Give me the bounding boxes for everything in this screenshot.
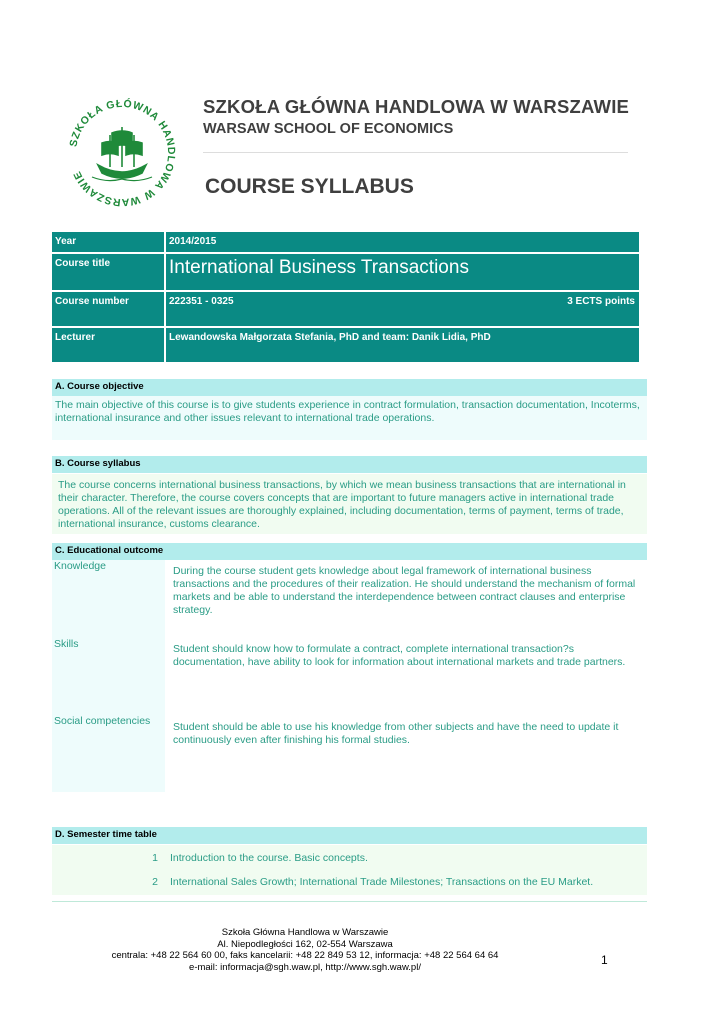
- footer-address: [100, 927, 510, 973]
- section-a-body: [52, 396, 647, 440]
- header-divider: [203, 152, 628, 153]
- course-title-label: Course title: [52, 254, 164, 290]
- timetable-item-number: 2: [152, 876, 158, 888]
- document-title: COURSE SYLLABUS: [205, 175, 414, 198]
- skills-label: Skills: [54, 638, 79, 650]
- school-name-english: WARSAW SCHOOL OF ECONOMICS: [203, 121, 454, 137]
- course-number-value: 222351 - 0325: [169, 296, 234, 307]
- year-value: 2014/2015: [166, 232, 639, 252]
- outcome-labels-column: [52, 560, 165, 792]
- section-b-text: The course concerns international business transactions, by which we mean business transactions that are international in their character. Therefore, the course covers concepts that are important to future managers active in international trade operations. All of the relevant issues are thoroughly explained, including documentation, terms of payment, terms of trade, international insurance, customs clearance.: [58, 479, 626, 530]
- content-bottom-divider: [52, 901, 647, 902]
- section-c-heading: C. Educational outcome: [52, 543, 647, 560]
- ects-points: 3 ECTS points: [567, 296, 635, 307]
- section-a-text: The main objective of this course is to give students experience in contract formulation, transaction documentation, Incoterms, international insurance and other issues relevant to international trade operations.: [55, 399, 640, 424]
- section-d-heading: D. Semester time table: [52, 827, 647, 844]
- knowledge-text: During the course student gets knowledge about legal framework of international business transactions and the procedures of their realization. He should understand the mechanism of formal markets and be able to understand the interdependence between contract clauses and enterprise strategy.: [173, 565, 636, 616]
- school-seal-logo: [62, 93, 182, 213]
- footer-line-phones: centrala: +48 22 564 60 00, faks kancelarii: +48 22 849 53 12, informacja: +48 22 564 64 64: [111, 950, 499, 961]
- section-a-heading: A. Course objective: [52, 379, 647, 396]
- social-competencies-text: Student should be able to use his knowledge from other subjects and have the need to update it continuously even after finishing his formal studies.: [173, 721, 619, 746]
- footer-line-name: Szkoła Główna Handlowa w Warszawie: [221, 927, 389, 938]
- social-competencies-label: Social competencies: [54, 715, 151, 727]
- timetable-item-text: Introduction to the course. Basic concepts.: [170, 852, 368, 864]
- page-number: 1: [601, 953, 608, 967]
- skills-text: Student should know how to formulate a contract, complete international transaction?s documentation, have ability to look for information about international markets and trade partners.: [173, 643, 626, 668]
- lecturer-label: Lecturer: [52, 328, 164, 362]
- course-number-label: Course number: [52, 292, 164, 326]
- knowledge-label: Knowledge: [54, 560, 106, 572]
- footer-line-contact: e-mail: informacja@sgh.waw.pl, http://www.sgh.waw.pl/: [189, 961, 421, 973]
- section-b-heading: B. Course syllabus: [52, 456, 647, 473]
- lecturer-value: Lewandowska Małgorzata Stefania, PhD and team: Danik Lidia, PhD: [166, 328, 639, 362]
- timetable-item-number: 1: [152, 852, 158, 864]
- course-number-row: [166, 292, 639, 326]
- timetable-item-text: International Sales Growth; International Trade Milestones; Transactions on the EU Market.: [170, 876, 594, 888]
- section-b-body: [52, 474, 647, 534]
- year-label: Year: [52, 232, 164, 252]
- course-title-value: International Business Transactions: [166, 254, 639, 290]
- school-name-polish: SZKOŁA GŁÓWNA HANDLOWA W WARSZAWIE: [203, 96, 630, 117]
- svg-text:SZKOŁA GŁÓWNA HANDLOWA W WARSZ: SZKOŁA GŁÓWNA HANDLOWA W WARSZAWIE: [67, 97, 178, 209]
- footer-line-address: Al. Niepodległości 162, 02-554 Warszawa: [217, 938, 393, 950]
